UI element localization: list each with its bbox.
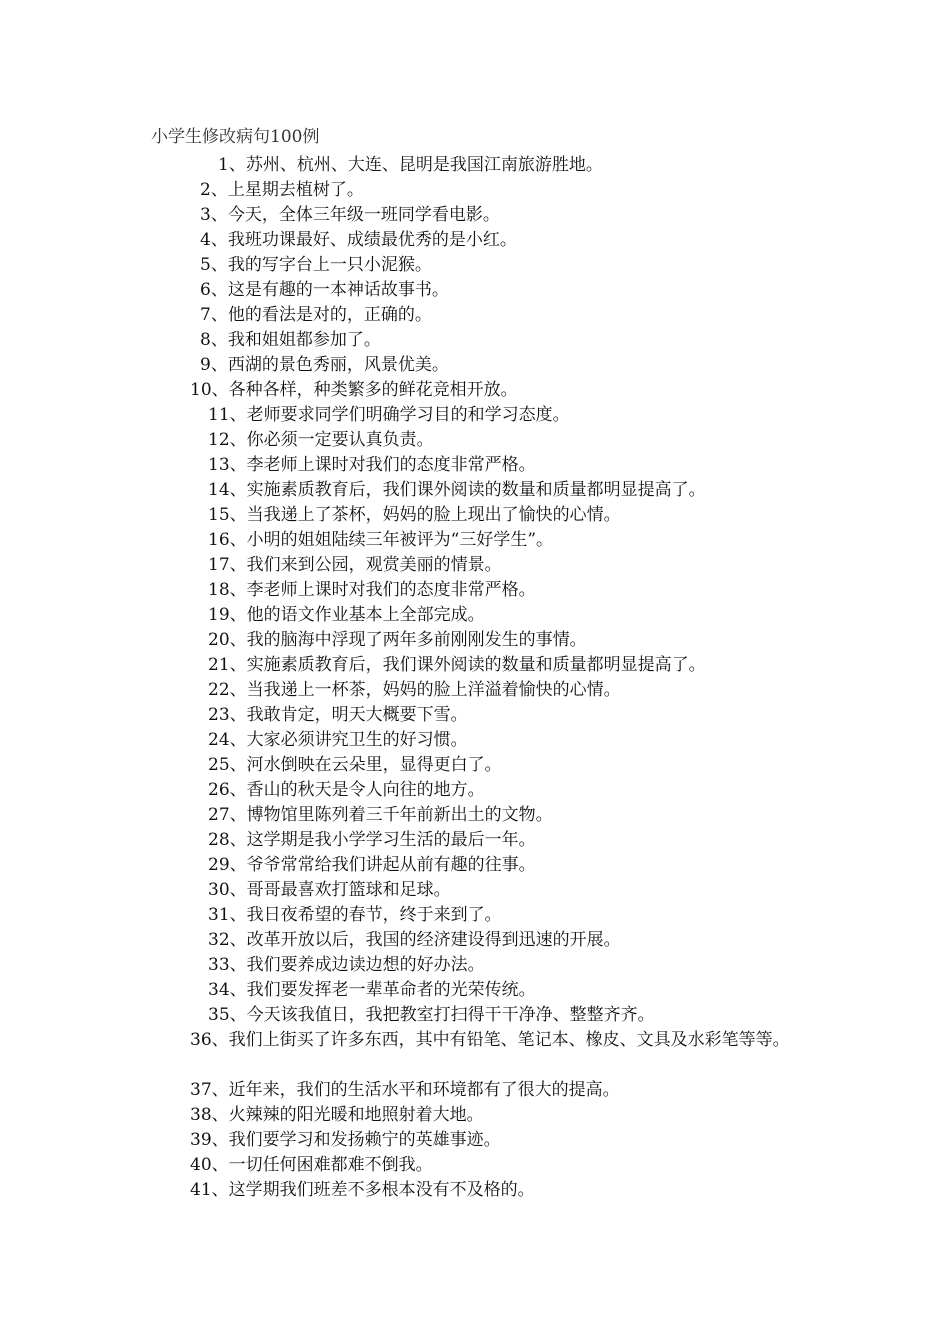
list-item: 24、大家必须讲究卫生的好习惯。: [208, 730, 468, 750]
list-item: 15、当我递上了茶杯，妈妈的脸上现出了愉快的心情。: [208, 505, 621, 525]
list-item: 38、火辣辣的阳光暖和地照射着大地。: [190, 1105, 484, 1125]
list-item: 14、实施素质教育后，我们课外阅读的数量和质量都明显提高了。: [208, 480, 706, 500]
list-item: 2、上星期去植树了。: [200, 180, 364, 200]
list-item: 25、河水倒映在云朵里，显得更白了。: [208, 755, 502, 775]
list-item: 10、各种各样，种类繁多的鲜花竞相开放。: [190, 380, 518, 400]
list-item: 22、当我递上一杯茶，妈妈的脸上洋溢着愉快的心情。: [208, 680, 621, 700]
list-item: 7、他的看法是对的，正确的。: [200, 305, 432, 325]
list-item: 36、我们上街买了许多东西，其中有铅笔、笔记本、橡皮、文具及水彩笔等等。: [190, 1030, 790, 1050]
list-item: 21、实施素质教育后，我们课外阅读的数量和质量都明显提高了。: [208, 655, 706, 675]
list-item: 9、西湖的景色秀丽，风景优美。: [200, 355, 449, 375]
document-title: 小学生修改病句100例: [151, 127, 320, 147]
list-item: 20、我的脑海中浮现了两年多前刚刚发生的事情。: [208, 630, 587, 650]
list-item: 32、改革开放以后，我国的经济建设得到迅速的开展。: [208, 930, 621, 950]
list-item: 41、这学期我们班差不多根本没有不及格的。: [190, 1180, 535, 1200]
list-item: 17、我们来到公园，观赏美丽的情景。: [208, 555, 502, 575]
list-item: 1、苏州、杭州、大连、昆明是我国江南旅游胜地。: [218, 155, 603, 175]
list-item: 13、李老师上课时对我们的态度非常严格。: [208, 455, 536, 475]
list-item: 29、爷爷常常给我们讲起从前有趣的往事。: [208, 855, 536, 875]
list-item: 28、这学期是我小学学习生活的最后一年。: [208, 830, 536, 850]
list-item: 34、我们要发挥老一辈革命者的光荣传统。: [208, 980, 536, 1000]
list-item: 11、老师要求同学们明确学习目的和学习态度。: [208, 405, 570, 425]
list-item: 4、我班功课最好、成绩最优秀的是小红。: [200, 230, 517, 250]
list-item: 39、我们要学习和发扬赖宁的英雄事迹。: [190, 1130, 501, 1150]
list-item: 27、博物馆里陈列着三千年前新出土的文物。: [208, 805, 553, 825]
list-item: 12、你必须一定要认真负责。: [208, 430, 434, 450]
list-item: 35、今天该我值日，我把教室打扫得干干净净、整整齐齐。: [208, 1005, 655, 1025]
list-item: 19、他的语文作业基本上全部完成。: [208, 605, 485, 625]
list-item: 40、一切任何困难都难不倒我。: [190, 1155, 433, 1175]
list-item: 31、我日夜希望的春节，终于来到了。: [208, 905, 502, 925]
list-item: 16、小明的姐姐陆续三年被评为“三好学生”。: [208, 530, 554, 550]
list-item: 6、这是有趣的一本神话故事书。: [200, 280, 449, 300]
list-item: 8、我和姐姐都参加了。: [200, 330, 381, 350]
list-item: 26、香山的秋天是令人向往的地方。: [208, 780, 485, 800]
list-item: 30、哥哥最喜欢打篮球和足球。: [208, 880, 451, 900]
list-item: 23、我敢肯定，明天大概要下雪。: [208, 705, 468, 725]
list-item: 5、我的写字台上一只小泥猴。: [200, 255, 432, 275]
list-item: 33、我们要养成边读边想的好办法。: [208, 955, 485, 975]
list-item: 18、李老师上课时对我们的态度非常严格。: [208, 580, 536, 600]
list-item: 3、今天，全体三年级一班同学看电影。: [200, 205, 500, 225]
list-item: 37、近年来，我们的生活水平和环境都有了很大的提高。: [190, 1080, 620, 1100]
